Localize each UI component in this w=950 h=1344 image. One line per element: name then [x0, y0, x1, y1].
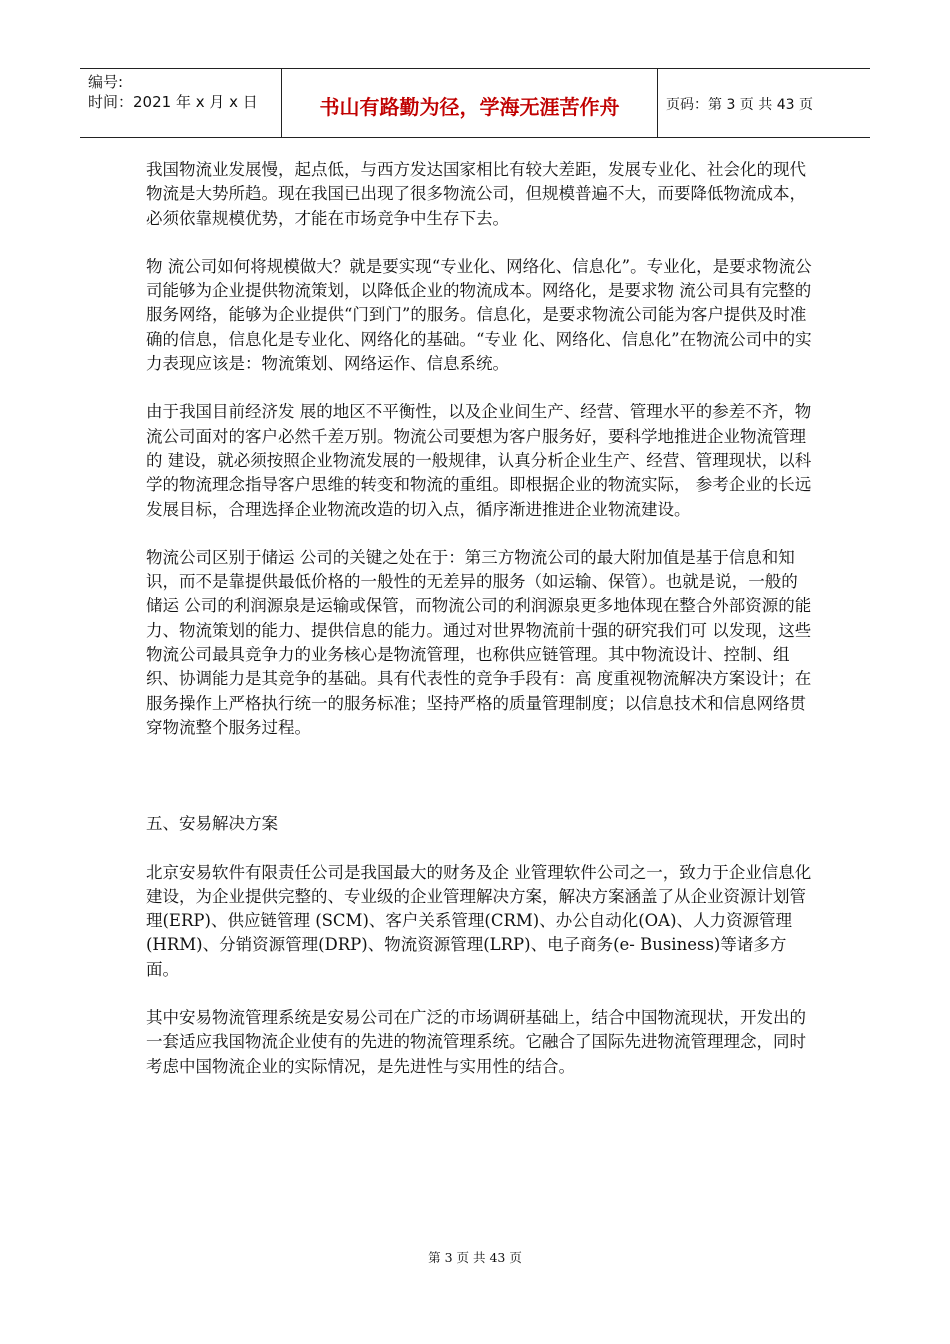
header-page-label: 页码：第 3 页 共 43 页 [666, 97, 813, 113]
section-heading: 五、安易解决方案 [146, 814, 278, 834]
page-footer [0, 1248, 950, 1266]
document-body [146, 158, 814, 1079]
code-label: 编号: [88, 73, 124, 91]
paragraph-6: 其中安易物流管理系统是安易公司在广泛的市场调研基础上，结合中国物流现状，开发出的一套适应我国物流企业使有的先进的物流管理系统。它融合了国际先进物流管理理念，同时考虑中国物流企业的实际情况，是先进性与实用性的结合。 [146, 1008, 806, 1076]
header-meta-cell [80, 69, 282, 137]
paragraph-2: 物 流公司如何将规模做大？就是要实现“专业化、网络化、信息化”。专业化，是要求物流公司能够为企业提供物流策划，以降低企业的物流成本。网络化，是要求物 流公司具有完整的服务网络，能够为企业提供“门到门”的服务。信息化，是要求物流公司能为客户提供及时准确的信息，信息化是专业化、网络化的基础。“专业 化、网络化、信息化”在物流公司中的实力表现应该是：物流策划、网络运作、信息系统。 [146, 256, 812, 374]
document-header [80, 68, 870, 138]
motto-text: 书山有路勤为径，学海无涯苦作舟 [319, 94, 620, 119]
page-number-cell [658, 69, 870, 137]
time-label: 时间：2021 年 x 月 x 日 [88, 93, 258, 111]
motto-cell [282, 69, 658, 137]
paragraph-5: 北京安易软件有限责任公司是我国最大的财务及企 业管理软件公司之一，致力于企业信息化建设，为企业提供完整的、专业级的企业管理解决方案，解决方案涵盖了从企业资源计划管理(ERP)、供应链管理 (SCM)、客户关系管理(CRM)、办公自动化(OA)、人力资源管理(HRM)、分销资源管理(DRP)、物流资源管理(LRP)、电子商务(e- Business)等诸多方面。 [146, 862, 812, 979]
paragraph-3: 由于我国目前经济发 展的地区不平衡性，以及企业间生产、经营、管理水平的参差不齐，物流公司面对的客户必然千差万别。物流公司要想为客户服务好，要科学地推进企业物流管理的 建设，就必须按照企业物流发展的一般规律，认真分析企业生产、经营、管理现状，以科学的物流理念指导客户思维的转变和物流的重组。即根据企业的物流实际， 参考企业的长远发展目标，合理选择企业物流改造的切入点，循序渐进推进企业物流建设。 [146, 402, 812, 519]
paragraph-4: 物流公司区别于储运 公司的关键之处在于：第三方物流公司的最大附加值是基于信息和知识，而不是靠提供最低价格的一般性的无差异的服务（如运输、保管）。也就是说，一般的储运 公司的利润源泉是运输或保管，而物流公司的利润源泉更多地体现在整合外部资源的能力、物流策划的能力、提供信息的能力。通过对世界物流前十强的研究我们可 以发现，这些物流公司最具竞争力的业务核心是物流管理，也称供应链管理。其中物流设计、控制、组织、协调能力是其竞争的基础。具有代表性的竞争手段有：高 度重视物流解决方案设计；在服务操作上严格执行统一的服务标准；坚持严格的质量管理制度；以信息技术和信息网络贯穿物流整个服务过程。 [146, 547, 812, 737]
footer-page-number: 第 3 页 共 43 页 [428, 1250, 522, 1265]
paragraph-1: 我国物流业发展慢，起点低，与西方发达国家相比有较大差距，发展专业化、社会化的现代物流是大势所趋。现在我国已出现了很多物流公司，但规模普遍不大，而要降低物流成本，必须依靠规模优势，才能在市场竞争中生存下去。 [146, 160, 806, 228]
